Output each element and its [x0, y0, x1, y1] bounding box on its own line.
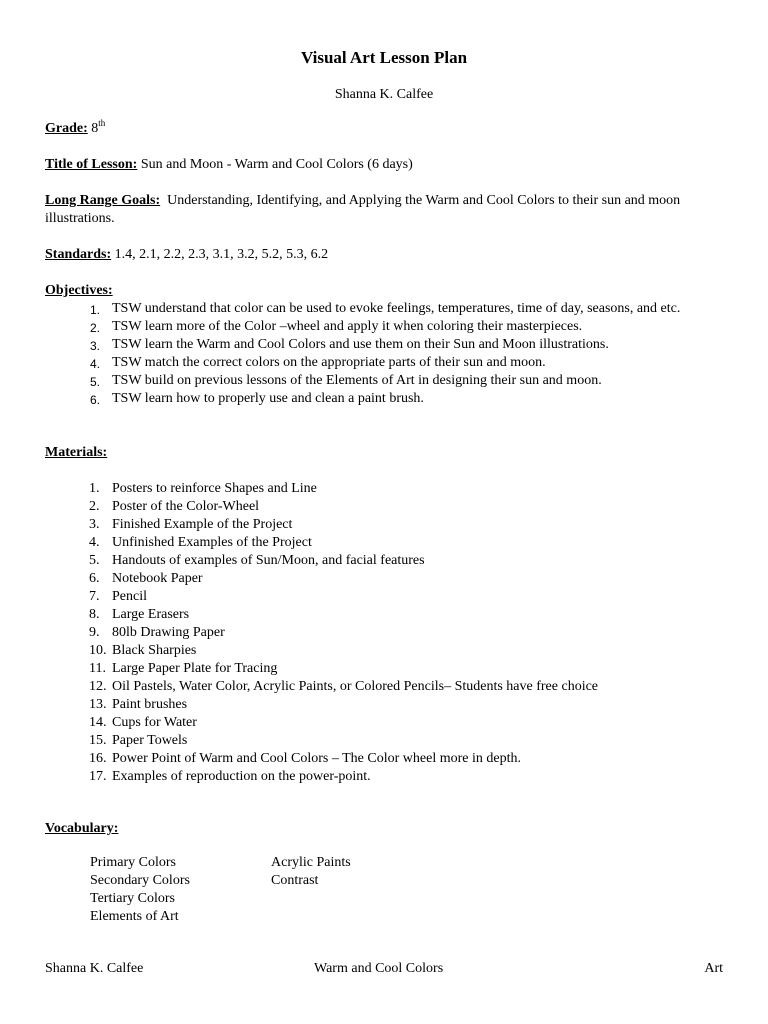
- list-item: [45, 570, 705, 588]
- list-item-number: 7.: [89, 589, 100, 604]
- list-item: [45, 390, 705, 408]
- footer-title: Warm and Cool Colors: [314, 961, 444, 976]
- list-item: [45, 588, 705, 606]
- footer-subject: Art: [704, 961, 723, 976]
- list-item-text: TSW learn how to properly use and clean a paint brush.: [112, 391, 424, 406]
- list-item: [45, 354, 705, 372]
- list-item-number: 17.: [89, 769, 107, 784]
- list-item-text: Examples of reproduction on the power-point.: [112, 769, 371, 784]
- vocabulary-term: Secondary Colors: [90, 873, 190, 888]
- author-name: Shanna K. Calfee: [334, 87, 434, 102]
- list-item-text: Large Erasers: [112, 607, 190, 622]
- vocabulary-term: Contrast: [271, 873, 319, 888]
- standards-value: 1.4, 2.1, 2.2, 2.3, 3.1, 3.2, 5.2, 5.3, 6.2: [114, 247, 329, 262]
- list-item-number: 4.: [90, 357, 101, 371]
- list-item-text: TSW build on previous lessons of the Elements of Art in designing their sun and moon.: [112, 373, 602, 388]
- list-item-text: Finished Example of the Project: [112, 517, 293, 532]
- list-item-text: TSW match the correct colors on the appropriate parts of their sun and moon.: [112, 355, 546, 370]
- list-item-number: 3.: [90, 339, 101, 353]
- list-item-number: 3.: [89, 517, 100, 532]
- list-item: [45, 480, 705, 498]
- grade-value: 8: [91, 121, 99, 136]
- materials-list: [45, 480, 705, 786]
- objectives-label: Objectives:: [45, 283, 113, 298]
- footer-author: Shanna K. Calfee: [45, 961, 144, 976]
- vocabulary-term: Primary Colors: [90, 855, 176, 870]
- list-item: [45, 696, 705, 714]
- list-item-text: Paint brushes: [112, 697, 188, 712]
- lesson-title-label: Title of Lesson:: [45, 157, 138, 172]
- list-item-number: 8.: [89, 607, 100, 622]
- list-item: [45, 336, 705, 354]
- lesson-title-line: [45, 156, 725, 174]
- list-item: [45, 678, 705, 696]
- materials-label: Materials:: [45, 445, 108, 460]
- list-item-number: 15.: [89, 733, 107, 748]
- list-item-text: Notebook Paper: [112, 571, 203, 586]
- grade-label: Grade:: [45, 121, 88, 136]
- objectives-heading: [45, 282, 725, 300]
- list-item-text: TSW learn the Warm and Cool Colors and use them on their Sun and Moon illustrations.: [112, 337, 609, 352]
- list-item-text: Paper Towels: [112, 733, 188, 748]
- list-item-number: 9.: [89, 625, 100, 640]
- list-item-number: 4.: [89, 535, 100, 550]
- list-item-text: TSW understand that color can be used to evoke feelings, temperatures, time of day, seasons, and etc.: [112, 301, 681, 316]
- page-footer: [45, 960, 723, 978]
- list-item-number: 12.: [89, 679, 107, 694]
- list-item-text: Poster of the Color-Wheel: [112, 499, 260, 514]
- list-item-number: 2.: [89, 499, 100, 514]
- list-item-number: 6.: [90, 393, 101, 407]
- list-item-number: 11.: [89, 661, 106, 676]
- list-item: [45, 732, 705, 750]
- list-item-text: Power Point of Warm and Cool Colors – The Color wheel more in depth.: [112, 751, 521, 766]
- goals-label: Long Range Goals:: [45, 193, 161, 208]
- vocabulary-term: Tertiary Colors: [90, 891, 175, 906]
- list-item: [45, 372, 705, 390]
- list-item: [45, 318, 705, 336]
- vocabulary-heading: [45, 820, 725, 838]
- list-item-text: Unfinished Examples of the Project: [112, 535, 312, 550]
- goals-value: Understanding, Identifying, and Applying the Warm and Cool Colors to their sun and moon illustrations.: [45, 193, 681, 226]
- list-item: [45, 534, 705, 552]
- list-item-number: 2.: [90, 321, 101, 335]
- lesson-title-value: Sun and Moon - Warm and Cool Colors (6 days): [140, 157, 413, 172]
- list-item: [45, 606, 705, 624]
- list-item-number: 1.: [89, 481, 100, 496]
- list-item: [45, 552, 705, 570]
- list-item-number: 13.: [89, 697, 107, 712]
- list-item: [45, 660, 705, 678]
- standards-label: Standards:: [45, 247, 112, 262]
- list-item-text: Large Paper Plate for Tracing: [112, 661, 278, 676]
- list-item-text: Cups for Water: [112, 715, 197, 730]
- list-item-number: 1.: [90, 303, 101, 317]
- list-item: [45, 516, 705, 534]
- list-item-number: 5.: [90, 375, 101, 389]
- list-item-text: 80lb Drawing Paper: [112, 625, 225, 640]
- vocabulary-label: Vocabulary:: [45, 821, 119, 836]
- list-item: [45, 624, 705, 642]
- vocabulary-term: Elements of Art: [90, 909, 179, 924]
- standards-line: [45, 246, 725, 264]
- grade-line: [45, 120, 725, 138]
- list-item-text: Handouts of examples of Sun/Moon, and facial features: [112, 553, 425, 568]
- list-item-number: 10.: [89, 643, 107, 658]
- list-item-text: Pencil: [112, 589, 147, 604]
- materials-heading: [45, 444, 725, 462]
- page-title: Visual Art Lesson Plan: [300, 48, 468, 67]
- objectives-list: [45, 300, 705, 408]
- list-item: [45, 642, 705, 660]
- vocabulary-column-1: [90, 854, 190, 926]
- list-item: [45, 300, 705, 318]
- list-item-number: 16.: [89, 751, 107, 766]
- list-item-text: Oil Pastels, Water Color, Acrylic Paints, or Colored Pencils– Students have free choice: [112, 679, 599, 694]
- list-item: [45, 498, 705, 516]
- list-item: [45, 750, 705, 768]
- list-item-text: Posters to reinforce Shapes and Line: [112, 481, 317, 496]
- vocabulary-column-2: [271, 854, 351, 890]
- list-item-number: 5.: [89, 553, 100, 568]
- list-item-number: 14.: [89, 715, 107, 730]
- grade-suffix: th: [98, 118, 106, 128]
- list-item-number: 6.: [89, 571, 100, 586]
- vocabulary-term: Acrylic Paints: [271, 855, 351, 870]
- list-item-text: Black Sharpies: [112, 643, 197, 658]
- list-item: [45, 768, 705, 786]
- list-item: [45, 714, 705, 732]
- list-item-text: TSW learn more of the Color –wheel and apply it when coloring their masterpieces.: [112, 319, 583, 334]
- long-range-goals: [45, 192, 705, 228]
